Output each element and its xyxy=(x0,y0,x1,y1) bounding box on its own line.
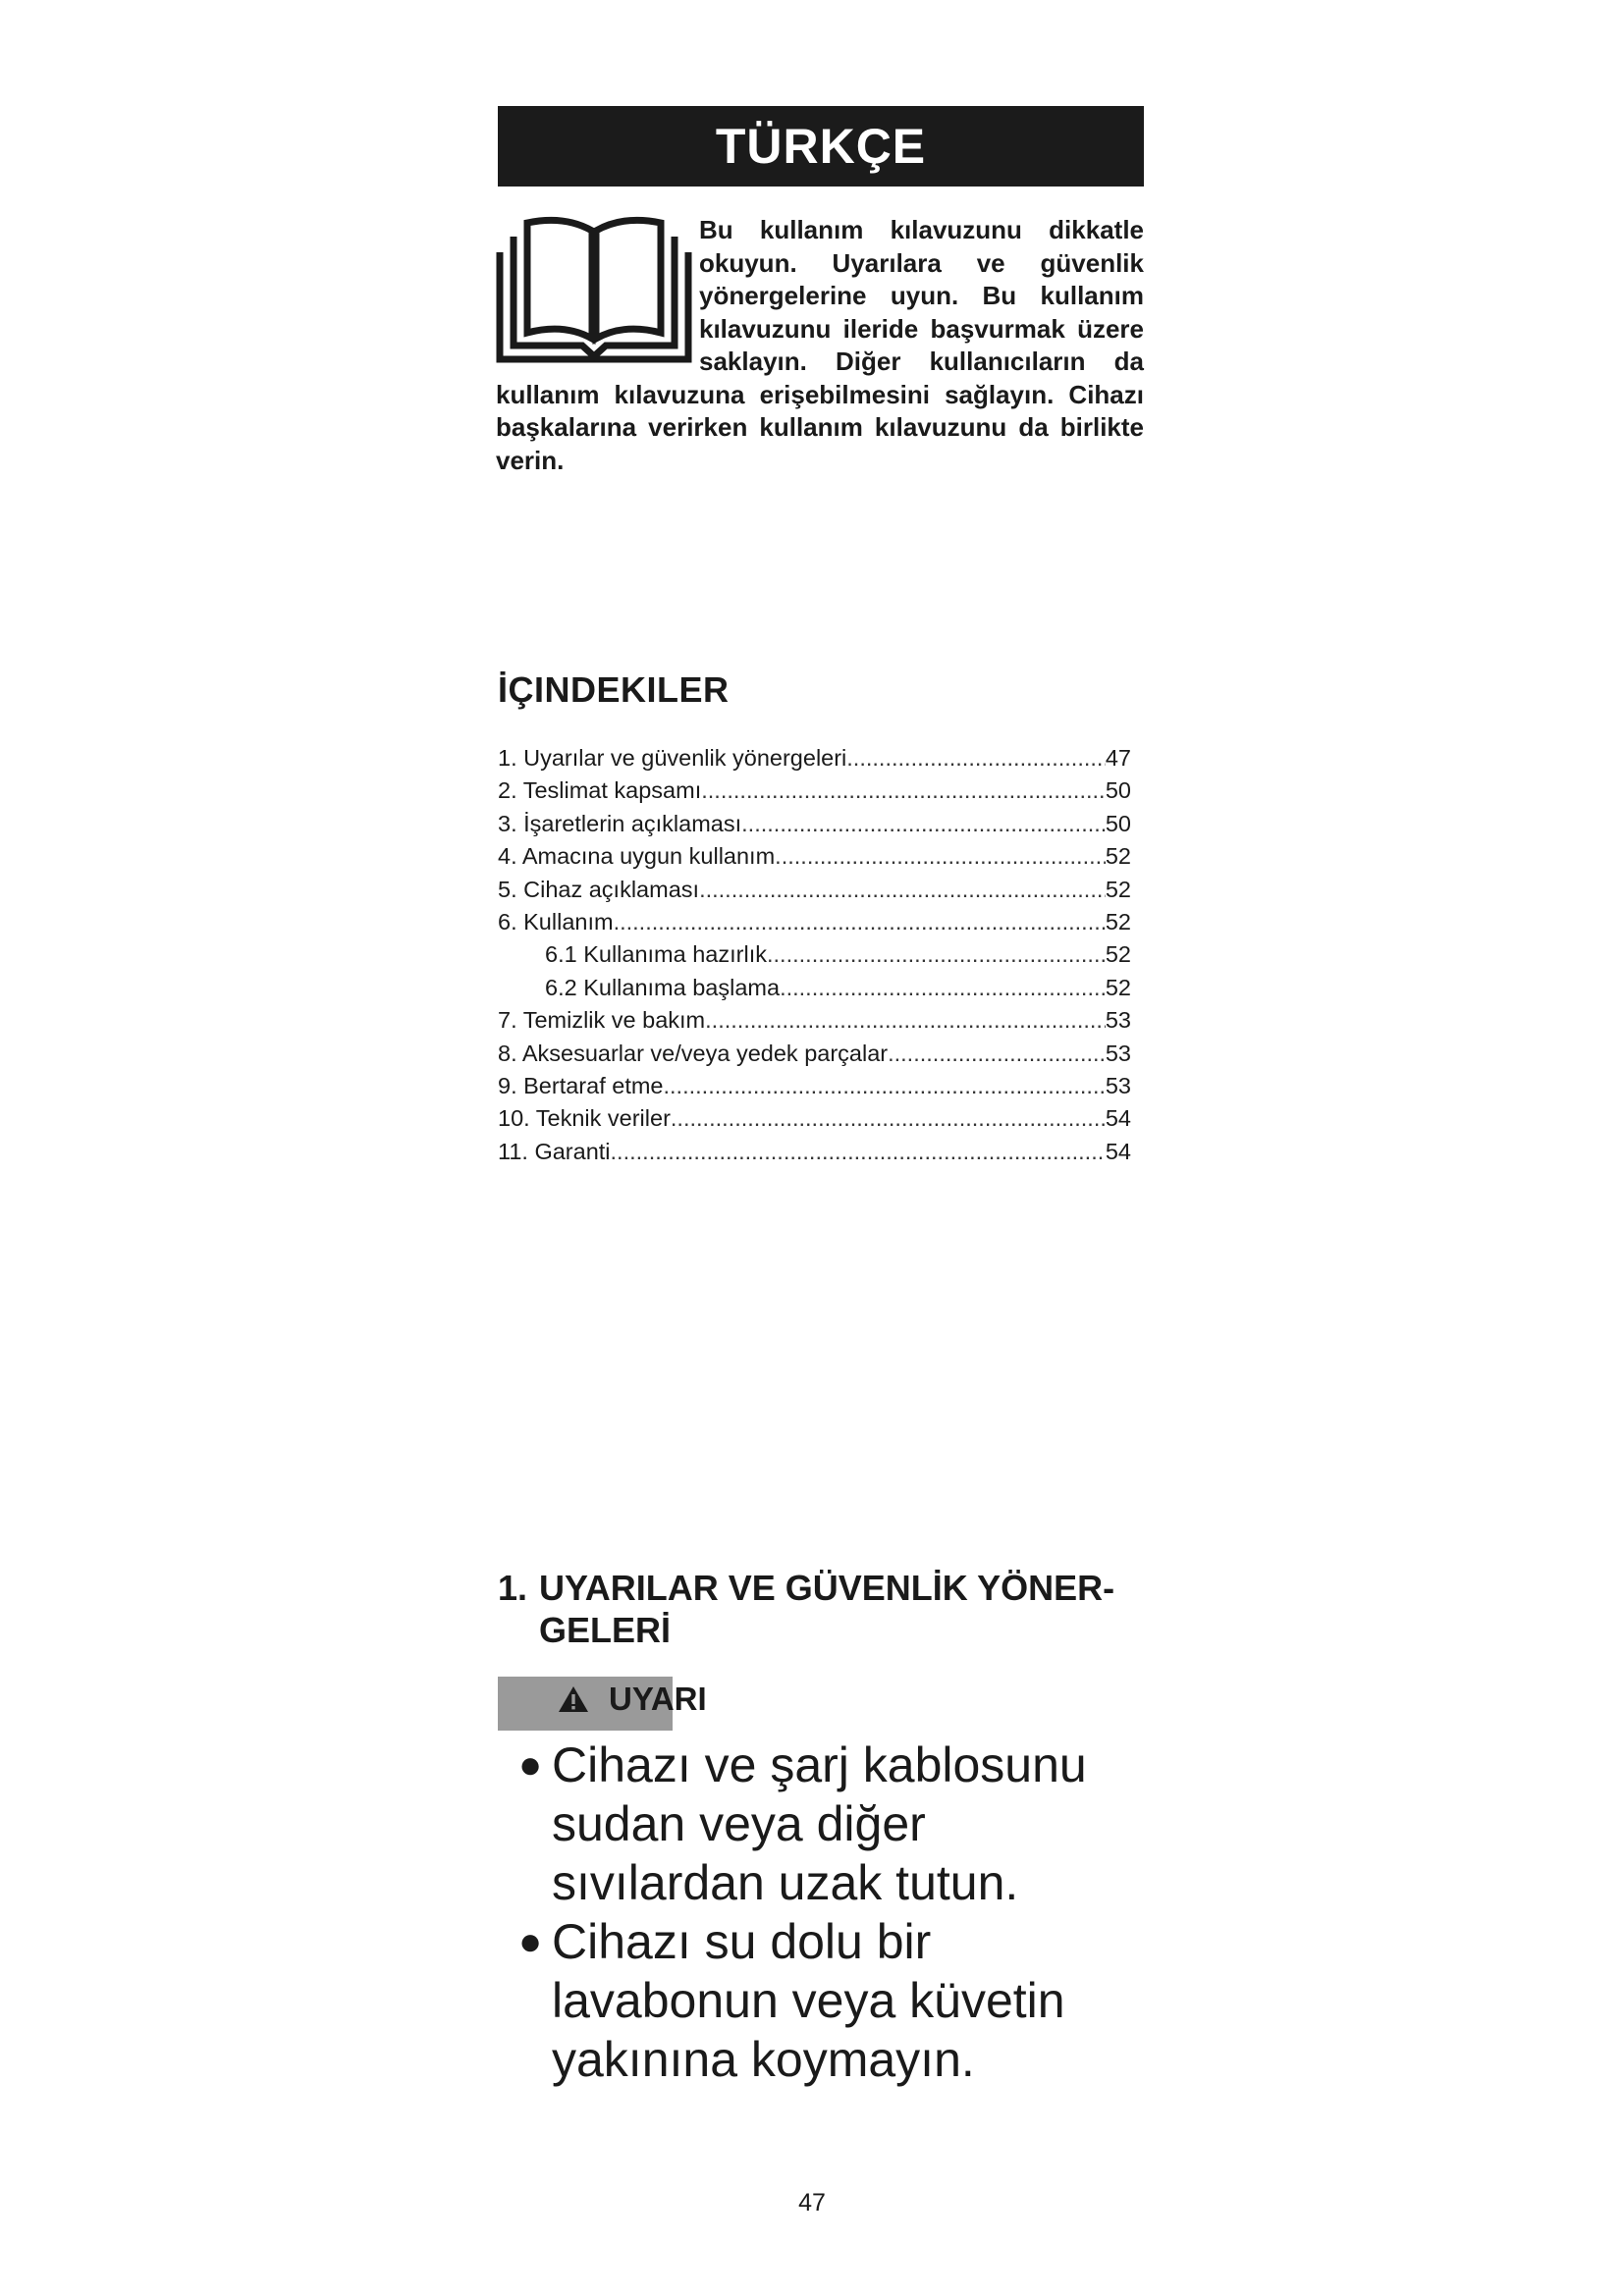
language-title: TÜRKÇE xyxy=(715,119,927,174)
toc-leader xyxy=(846,745,1106,772)
toc-item xyxy=(498,877,1131,909)
toc-item-label: 4. Amacına uygun kullanım xyxy=(498,843,776,870)
section-heading xyxy=(498,1567,1165,1651)
toc-leader xyxy=(705,1007,1106,1034)
toc-leader xyxy=(614,909,1106,935)
toc-heading: İÇINDEKILER xyxy=(498,669,730,710)
toc-item-label: 5. Cihaz açıklaması xyxy=(498,876,700,902)
list-item xyxy=(518,1912,1147,2089)
intro-text: Bu kullanım kılavuzunu dikkatle okuyun. Uyarılara ve güvenlik yönergelerine uyun. Bu kullanım kılavuzunu ileride başvurmak üzere saklayın. Diğer kullanıcıların da kullanım kılavuzuna erişebilmesini sağlayın. Cihazı başkalarına verirken kullanım kılavuzunu da birlikte verin. xyxy=(496,215,1144,475)
toc-item-label: 2. Teslimat kapsamı xyxy=(498,777,702,804)
toc-item xyxy=(498,1139,1131,1171)
toc-item-label: 10. Teknik veriler xyxy=(498,1105,671,1132)
list-item xyxy=(518,1735,1147,1912)
toc-item xyxy=(498,1073,1131,1105)
toc-leader xyxy=(888,1041,1106,1067)
bullet-icon: ● xyxy=(518,1920,543,1963)
section-title-line1: UYARILAR VE GÜVENLİK YÖNER- xyxy=(539,1568,1115,1608)
toc-item-page: 52 xyxy=(1105,876,1131,902)
toc-item-page: 52 xyxy=(1105,941,1131,968)
toc-leader xyxy=(741,811,1106,837)
toc-item xyxy=(498,843,1131,876)
toc-item-page: 53 xyxy=(1105,1007,1131,1034)
toc-item xyxy=(498,811,1131,843)
table-of-contents xyxy=(498,745,1131,1171)
toc-item-label: 6. Kullanım xyxy=(498,908,614,934)
warning-triangle-icon xyxy=(558,1685,589,1713)
toc-leader xyxy=(701,777,1106,804)
toc-item-label: 8. Aksesuarlar ve/veya yedek parçalar xyxy=(498,1040,889,1066)
toc-leader xyxy=(611,1139,1106,1165)
toc-item xyxy=(498,1105,1131,1138)
toc-item xyxy=(498,745,1131,777)
section-title-line2: GELERİ xyxy=(539,1610,672,1650)
toc-item-label: 6.2 Kullanıma başlama xyxy=(545,974,781,1000)
toc-item-page: 52 xyxy=(1105,974,1131,1000)
language-title-bar xyxy=(498,106,1144,187)
bullet-text: Cihazı ve şarj kablosunu sudan veya diğer sıvılardan uzak tutun. xyxy=(552,1737,1087,1910)
warning-label-text: UYARI xyxy=(609,1681,707,1717)
toc-item xyxy=(498,777,1131,810)
toc-item-label: 9. Bertaraf etme xyxy=(498,1072,664,1098)
toc-leader xyxy=(780,975,1106,1001)
toc-item-page: 52 xyxy=(1105,843,1131,870)
toc-item xyxy=(498,1041,1131,1073)
toc-item-page: 50 xyxy=(1105,810,1131,836)
toc-item xyxy=(498,1007,1131,1040)
section-number: 1. xyxy=(498,1568,528,1608)
page-number: 47 xyxy=(798,2189,826,2216)
toc-item-page: 53 xyxy=(1105,1040,1131,1066)
toc-item-label: 11. Garanti xyxy=(498,1138,611,1164)
toc-item-label: 1. Uyarılar ve güvenlik yönergeleri xyxy=(498,745,847,771)
toc-leader xyxy=(664,1073,1106,1099)
toc-item-page: 54 xyxy=(1105,1138,1131,1164)
bullet-text: Cihazı su dolu bir lavabonun veya küvetin yakınına koymayın. xyxy=(552,1914,1065,2087)
toc-item-page: 50 xyxy=(1105,777,1131,804)
intro-paragraph xyxy=(496,214,1144,477)
bullet-icon: ● xyxy=(518,1743,543,1787)
toc-subitem xyxy=(498,975,1131,1007)
toc-leader xyxy=(671,1105,1106,1132)
toc-item-page: 54 xyxy=(1105,1105,1131,1132)
toc-item-label: 7. Temizlik ve bakım xyxy=(498,1007,706,1034)
warning-label xyxy=(558,1681,707,1718)
toc-item-page: 52 xyxy=(1105,908,1131,934)
warning-bullet-list xyxy=(518,1735,1147,2089)
toc-item-page: 53 xyxy=(1105,1072,1131,1098)
toc-item-page: 47 xyxy=(1105,745,1131,771)
toc-item-label: 6.1 Kullanıma hazırlık xyxy=(545,941,767,968)
toc-leader xyxy=(767,941,1106,968)
toc-item-label: 3. İşaretlerin açıklaması xyxy=(498,810,742,836)
toc-leader xyxy=(775,843,1106,870)
toc-item xyxy=(498,909,1131,941)
toc-leader xyxy=(699,877,1106,903)
toc-subitem xyxy=(498,941,1131,974)
